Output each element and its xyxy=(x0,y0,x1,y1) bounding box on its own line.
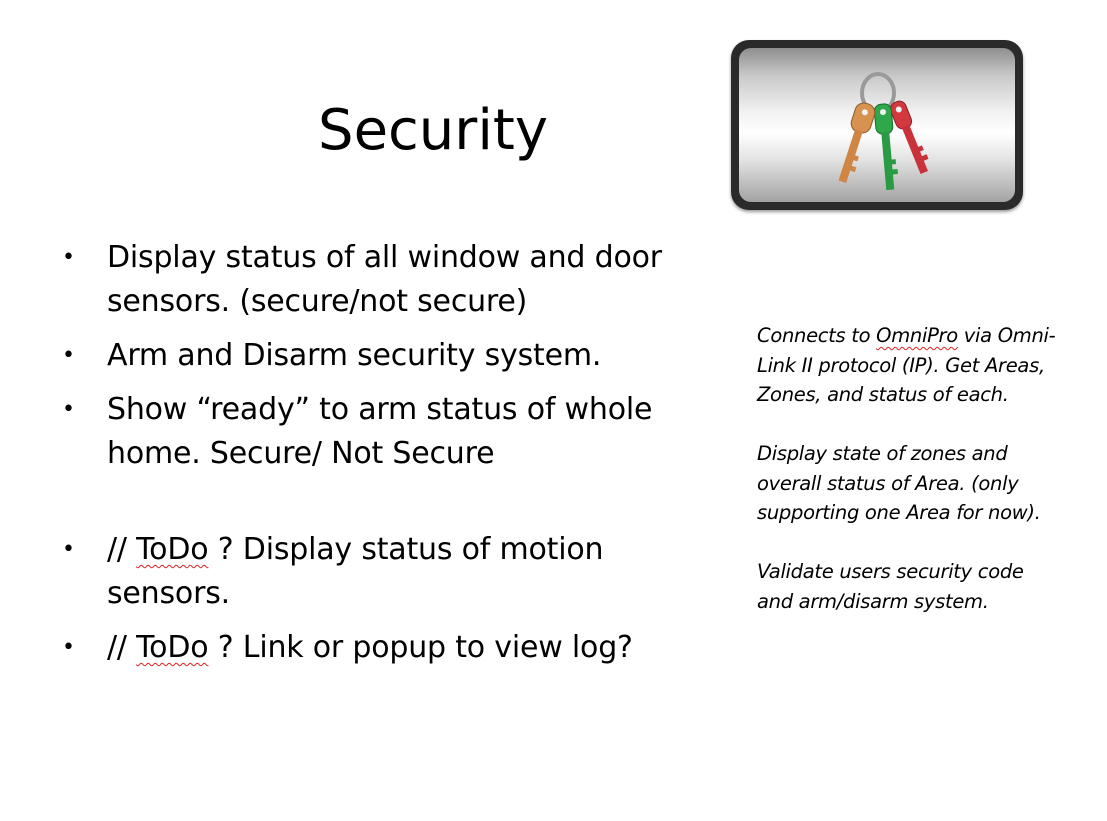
notes-paragraph: Display state of zones and overall status of Area. (only supporting one Area for now). xyxy=(757,442,1041,524)
spellcheck-word: ToDo xyxy=(136,630,209,665)
list-item xyxy=(62,626,702,670)
bullet-text: ? Display status of motion sensors. xyxy=(107,532,604,611)
notes-box xyxy=(757,321,1057,646)
bullet-text: Arm and Disarm security system. xyxy=(107,338,602,373)
bullet-list xyxy=(62,236,702,680)
bullet-marker: • xyxy=(62,397,75,422)
notes-paragraph: Validate users security code and arm/disarm system. xyxy=(757,560,1024,613)
keys-icon xyxy=(739,48,1015,202)
bullet-marker: • xyxy=(62,537,75,562)
list-item xyxy=(62,334,702,378)
bullet-text: Display status of all window and door sensors. (secure/not secure) xyxy=(107,240,662,319)
keys-button xyxy=(731,40,1023,210)
bullet-marker: • xyxy=(62,245,75,270)
bullet-prefix: // xyxy=(107,532,137,567)
spellcheck-word: OmniPro xyxy=(876,324,958,347)
notes-text: via Omni-Link II protocol (IP). Get Areas, Zones, and status of each. xyxy=(757,324,1056,406)
keys-image xyxy=(739,48,1015,202)
bullet-text: ? Link or popup to view log? xyxy=(208,630,633,665)
bullet-prefix: // xyxy=(107,630,137,665)
bullet-marker: • xyxy=(62,635,75,660)
list-item xyxy=(62,388,702,476)
notes-paragraph xyxy=(757,321,1057,410)
notes-text: Connects to xyxy=(757,324,877,347)
bullet-marker: • xyxy=(62,343,75,368)
list-item xyxy=(62,236,702,324)
slide-title: Security xyxy=(318,98,548,163)
spellcheck-word: ToDo xyxy=(136,532,209,567)
bullet-text: Show “ready” to arm status of whole home. Secure/ Not Secure xyxy=(107,392,653,471)
list-item xyxy=(62,528,702,616)
